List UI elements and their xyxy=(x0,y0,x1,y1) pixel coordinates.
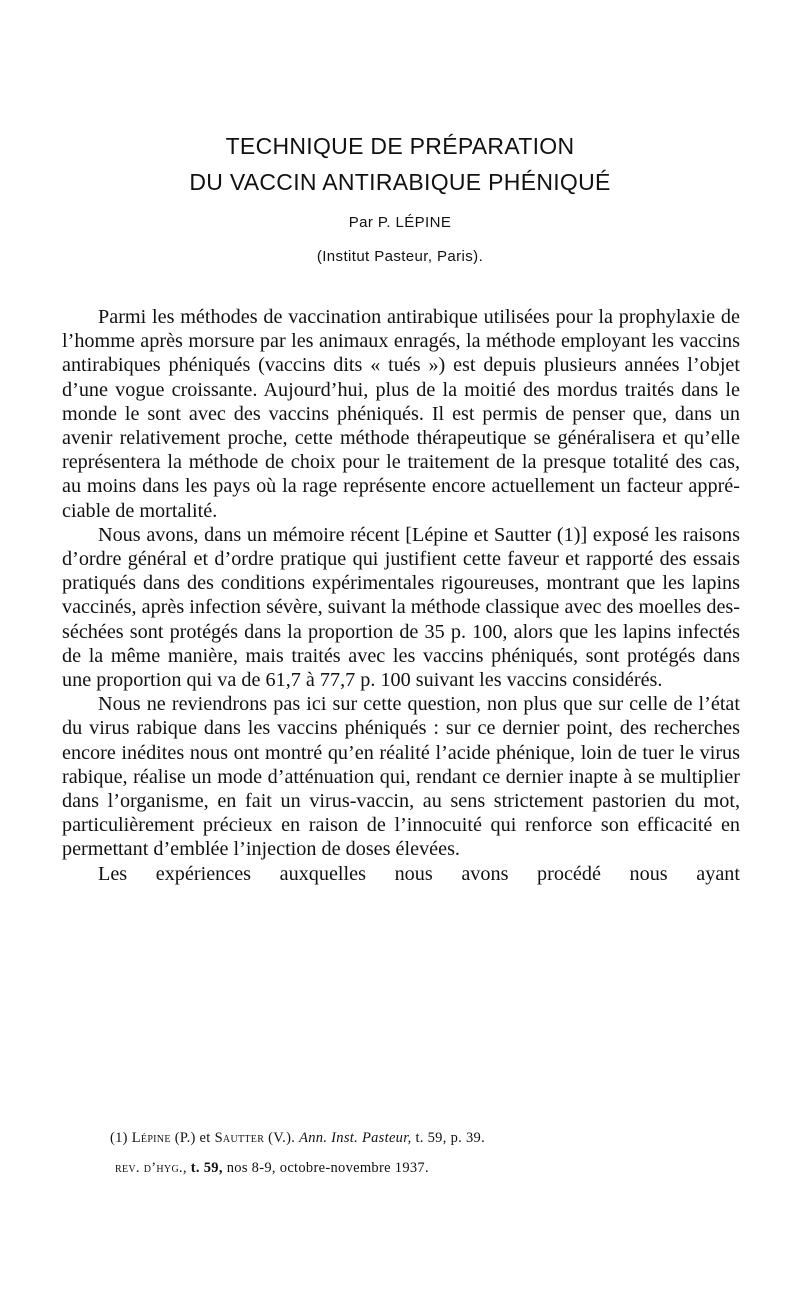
footnote-journal: Ann. Inst. Pasteur, xyxy=(299,1130,412,1146)
footnote-author-1-initial: (P.) et xyxy=(174,1130,211,1146)
journal-name: rev. d’hyg., xyxy=(115,1160,187,1176)
footnote-author-2: Sautter xyxy=(214,1130,265,1146)
article-body xyxy=(62,305,740,886)
author-byline: Par P. LÉPINE xyxy=(348,214,452,231)
body-paragraph-2: Nous avons, dans un mémoire récent [Lépine et Sautter (1)] exposé les raisons d’ordre général et d’ordre pratique qui justifient cette faveur et rapporté des essais pratiqués dans des conditions expérimentales rigoureuses, montrant que les lapins vaccinés, après infection sévère, suivant la méthode classique avec des moelles desséchées sont protégés dans la proportion de 35 p. 100, alors que les lapins infectés de la même manière, mais traités avec les vaccins phéniqués, sont protégés dans une proportion qui va de 61,7 à 77,7 p. 100 suivant les vaccins considérés. xyxy=(62,523,740,692)
journal-issue-date: nos 8-9, octobre-novembre 1937. xyxy=(226,1160,429,1176)
body-paragraph-3: Nous ne reviendrons pas ici sur cette question, non plus que sur celle de l’état du virus rabique dans les vaccins phéniqués : sur ce dernier point, des recherches encore inédites nous ont montré qu’en réalité l’acide phénique, loin de tuer le virus rabique, réalise un mode d’atténuation qui, rendant ce dernier inapte à se multiplier dans l’organisme, en fait un virus-vaccin, au sens strictement pastorien du mot, particulièrement précieux en raison de l’innocuité qui renforce son efficacité en permettant d’emblée l’injection de doses élevées. xyxy=(62,693,740,861)
footnote-author-1: Lépine xyxy=(131,1130,171,1146)
footnote-1 xyxy=(110,1130,750,1147)
article-title-line-1: TECHNIQUE DE PRÉPARATION xyxy=(225,133,575,159)
body-paragraph-4: Les expériences auxquelles nous avons procédé nous ayant xyxy=(98,862,740,885)
article-title-line-2: DU VACCIN ANTIRABIQUE PHÉNIQUÉ xyxy=(189,169,611,195)
author-affiliation: (Institut Pasteur, Paris). xyxy=(316,248,484,265)
footnote-marker: (1) xyxy=(110,1130,128,1146)
footnote-author-2-initial: (V.). xyxy=(268,1130,296,1146)
body-paragraph-1: Parmi les méthodes de vaccination antirabique utilisées pour la prophylaxie de l’homme après morsure par les animaux enragés, la méthode employant les vaccins antirabiques phéniqués (vaccins dits « tués ») est depuis plusieurs années l’objet d’une vogue croissante. Aujourd’hui, plus de la moitié des mordus traités dans le monde le sont avec des vaccins phéniqués. Il est permis de penser que, dans un avenir relativement proche, cette méthode thérapeutique se généralisera et qu’elle représentera la méthode de choix pour le traitement de la presque totalité des cas, au moins dans les pays où la rage représente encore actuellement un facteur appréciable de mortalité. xyxy=(62,306,740,522)
footnote-reference: t. 59, p. 39. xyxy=(415,1130,485,1146)
journal-footer xyxy=(115,1160,755,1177)
journal-volume: t. 59, xyxy=(190,1160,223,1176)
